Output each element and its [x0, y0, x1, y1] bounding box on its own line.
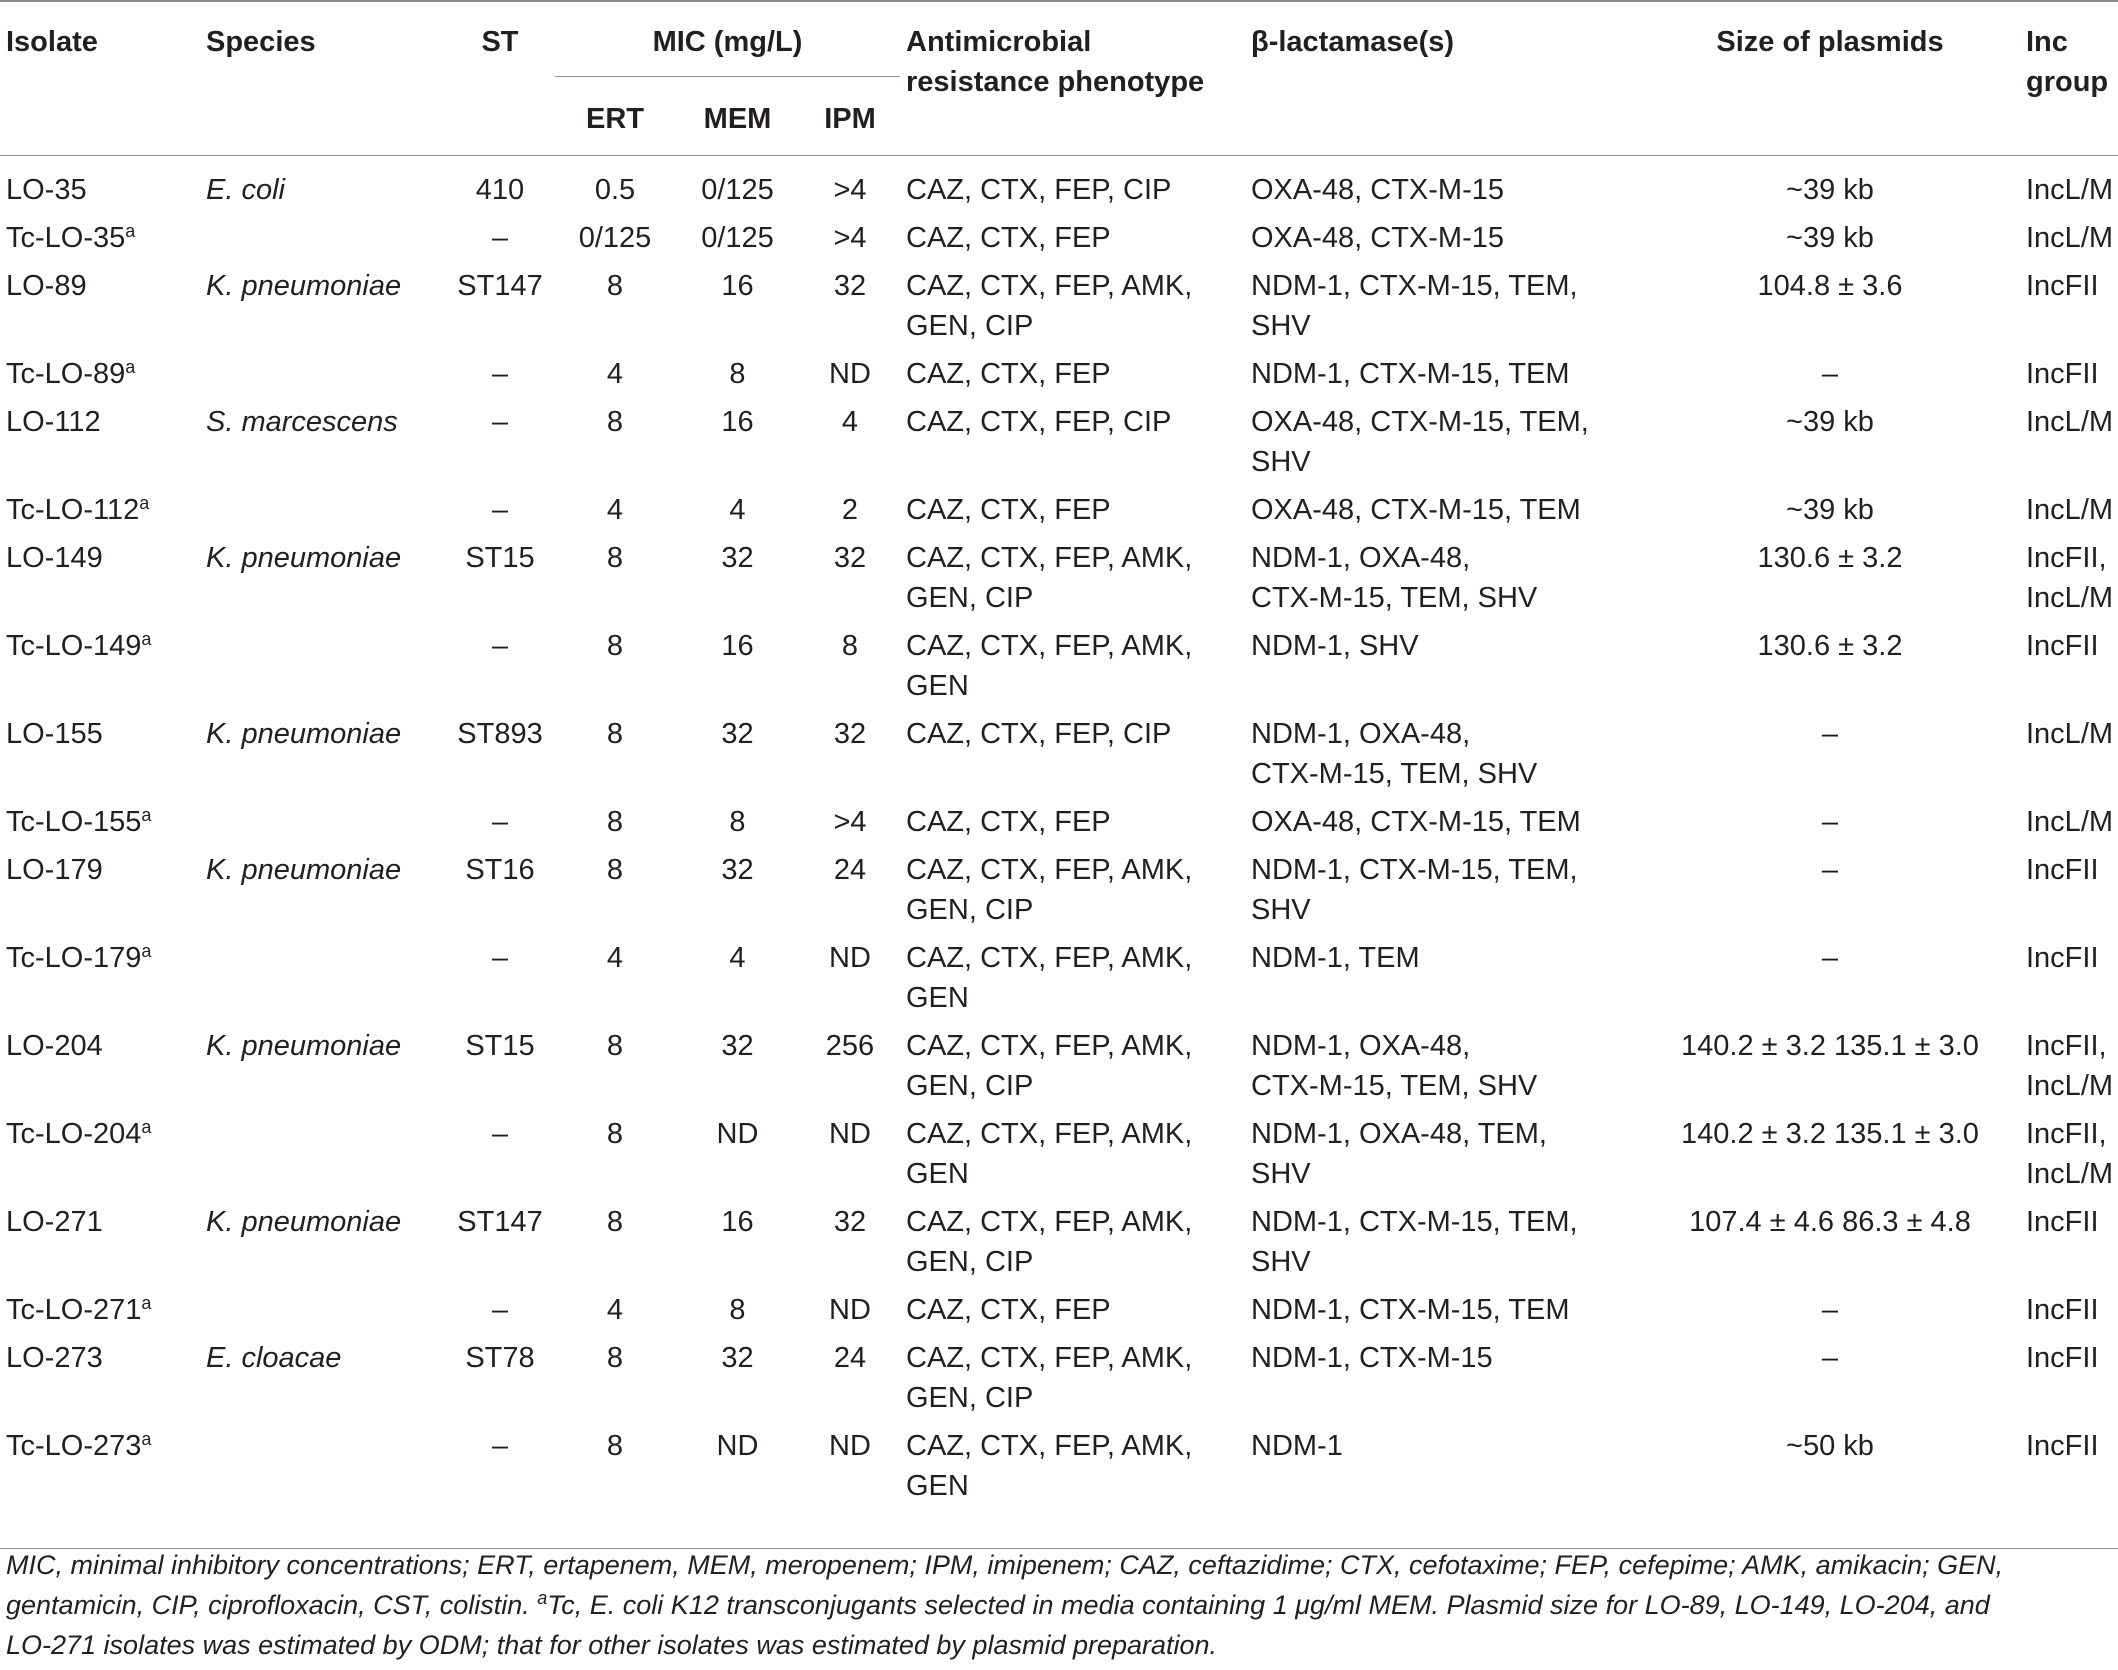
- header-inc-group: Inc group: [2020, 1, 2118, 156]
- footnote-marker: a: [537, 1588, 548, 1608]
- cell-ipm: 32: [833, 270, 867, 302]
- cell-st: ST78: [465, 1342, 535, 1374]
- cell-isolate: Tc-LO-112$^a$: [6, 493, 150, 526]
- cell-st: 410: [475, 174, 525, 206]
- cell-plasmid-size: ~39 kb: [1786, 222, 1874, 254]
- footnote-marker: a: [125, 357, 136, 377]
- cell-blactamase: NDM-1, OXA-48, CTX-M-15, TEM, SHV: [1251, 1030, 1538, 1102]
- footnote-marker: a: [139, 493, 150, 513]
- cell-isolate: LO-155: [6, 718, 103, 750]
- cell-amr: CAZ, CTX, FEP, AMK, GEN: [906, 1118, 1193, 1190]
- cell-ert: 8: [606, 1206, 624, 1238]
- cell-species: [200, 1418, 445, 1506]
- cell-plasmid-size: 104.8 ± 3.6: [1757, 270, 1903, 302]
- cell-ert: 8: [606, 854, 624, 886]
- table-row: [0, 394, 2118, 482]
- cell-st: –: [491, 806, 509, 838]
- footnote-marker: a: [141, 1429, 152, 1449]
- cell-st: –: [491, 942, 509, 974]
- cell-ert: 8: [606, 1430, 624, 1462]
- table-row: [0, 210, 2118, 258]
- cell-ert: 8: [606, 542, 624, 574]
- cell-ipm: 24: [833, 854, 867, 886]
- cell-blactamase: OXA-48, CTX-M-15: [1251, 222, 1504, 254]
- cell-mem: ND: [716, 1430, 759, 1462]
- cell-blactamase: NDM-1, TEM: [1251, 942, 1420, 974]
- cell-ert: 4: [606, 358, 624, 390]
- cell-mem: 4: [729, 494, 746, 526]
- table-row: [0, 482, 2118, 530]
- cell-ert: 4: [606, 494, 624, 526]
- table-row: [0, 1418, 2118, 1506]
- cell-isolate: LO-149: [6, 542, 103, 574]
- cell-plasmid-size: ~39 kb: [1786, 406, 1874, 438]
- cell-blactamase: NDM-1, CTX-M-15, TEM, SHV: [1251, 854, 1578, 926]
- table-row: [0, 1106, 2118, 1194]
- cell-mem: 4: [729, 942, 746, 974]
- cell-blactamase: NDM-1, OXA-48, CTX-M-15, TEM, SHV: [1251, 542, 1538, 614]
- cell-species: K. pneumoniae: [206, 1206, 402, 1238]
- cell-species: K. pneumoniae: [206, 854, 402, 886]
- cell-ipm: >4: [833, 174, 867, 206]
- cell-inc-group: IncFII: [2026, 630, 2099, 662]
- cell-ert: 8: [606, 718, 624, 750]
- cell-inc-group: IncL/M: [2026, 174, 2114, 206]
- cell-mem: 32: [721, 542, 754, 574]
- cell-plasmid-size: 140.2 ± 3.2 135.1 ± 3.0: [1681, 1118, 1979, 1150]
- cell-st: ST16: [465, 854, 535, 886]
- cell-plasmid-size: –: [1821, 358, 1839, 390]
- header-ipm: IPM: [824, 103, 876, 135]
- cell-mem: 32: [721, 718, 754, 750]
- cell-ipm: 4: [841, 406, 859, 438]
- cell-species: [200, 1282, 445, 1330]
- cell-isolate: Tc-LO-35$^a$: [6, 221, 136, 254]
- cell-isolate: Tc-LO-179$^a$: [6, 941, 152, 974]
- cell-species: [200, 482, 445, 530]
- table-body: [0, 156, 2118, 1507]
- cell-plasmid-size: ~39 kb: [1786, 494, 1874, 526]
- cell-amr: CAZ, CTX, FEP: [906, 358, 1111, 390]
- cell-mem: 8: [729, 358, 746, 390]
- cell-ert: 4: [606, 1294, 624, 1326]
- cell-ert: 8: [606, 1030, 624, 1062]
- cell-ipm: ND: [829, 1294, 871, 1326]
- cell-inc-group: IncFII: [2026, 1430, 2099, 1462]
- cell-amr: CAZ, CTX, FEP, CIP: [906, 174, 1172, 206]
- cell-mem: 16: [721, 1206, 754, 1238]
- table-row: [0, 530, 2118, 618]
- header-st: ST: [445, 1, 555, 156]
- cell-blactamase: NDM-1, CTX-M-15, TEM, SHV: [1251, 1206, 1578, 1278]
- cell-mem: 8: [729, 806, 746, 838]
- cell-st: –: [491, 1430, 509, 1462]
- cell-amr: CAZ, CTX, FEP: [906, 222, 1111, 254]
- cell-amr: CAZ, CTX, FEP, AMK, GEN: [906, 1430, 1193, 1502]
- cell-inc-group: IncFII: [2026, 1342, 2099, 1374]
- table-row: [0, 258, 2118, 346]
- cell-mem: 8: [729, 1294, 746, 1326]
- cell-mem: 32: [721, 1342, 754, 1374]
- header-mic: MIC (mg/L): [555, 1, 900, 77]
- cell-species: [200, 210, 445, 258]
- cell-amr: CAZ, CTX, FEP: [906, 494, 1111, 526]
- cell-blactamase: NDM-1, CTX-M-15, TEM, SHV: [1251, 270, 1578, 342]
- cell-amr: CAZ, CTX, FEP: [906, 1294, 1111, 1326]
- cell-st: –: [491, 358, 509, 390]
- table-row: [0, 842, 2118, 930]
- cell-isolate: LO-271: [6, 1206, 103, 1238]
- cell-blactamase: OXA-48, CTX-M-15, TEM: [1251, 806, 1581, 838]
- table-row: [0, 930, 2118, 1018]
- cell-isolate: LO-273: [6, 1342, 103, 1374]
- footnote-line: LO-271 isolates was estimated by ODM; that for other isolates was estimated by plasmid preparation.: [6, 1630, 1218, 1660]
- header-amr: Antimicrobial resistance phenotype: [900, 1, 1245, 156]
- header-isolate: Isolate: [0, 1, 200, 156]
- footnote-line: gentamicin, CIP, ciprofloxacin, CST, colistin. $^a$Tc, E. coli K12 transconjugants selected in media containing 1 μg/ml MEM. Plasmid size for LO-89, LO-149, LO-204, and: [6, 1588, 1990, 1620]
- cell-st: ST147: [457, 1206, 543, 1238]
- table-row: [0, 1194, 2118, 1282]
- cell-blactamase: NDM-1, OXA-48, TEM, SHV: [1251, 1118, 1547, 1190]
- cell-ipm: 32: [833, 718, 867, 750]
- cell-mem: ND: [716, 1118, 759, 1150]
- cell-species: K. pneumoniae: [206, 270, 402, 302]
- cell-st: –: [491, 406, 509, 438]
- cell-ert: 0/125: [578, 222, 652, 254]
- cell-inc-group: IncFII: [2026, 270, 2099, 302]
- cell-inc-group: IncFII, IncL/M: [2026, 1118, 2114, 1190]
- cell-species: [200, 794, 445, 842]
- cell-isolate: LO-112: [6, 406, 101, 438]
- cell-inc-group: IncFII: [2026, 942, 2099, 974]
- cell-ert: 8: [606, 1118, 624, 1150]
- cell-blactamase: NDM-1, SHV: [1251, 630, 1419, 662]
- cell-mem: 0/125: [701, 174, 774, 206]
- cell-ipm: ND: [829, 1430, 871, 1462]
- cell-isolate: Tc-LO-149$^a$: [6, 629, 152, 662]
- cell-st: ST893: [457, 718, 543, 750]
- cell-ert: 8: [606, 1342, 624, 1374]
- cell-ipm: 32: [833, 1206, 867, 1238]
- footnote-marker: a: [141, 805, 152, 825]
- cell-inc-group: IncFII, IncL/M: [2026, 542, 2114, 614]
- cell-ipm: 2: [841, 494, 859, 526]
- cell-ipm: 24: [833, 1342, 867, 1374]
- cell-blactamase: NDM-1: [1251, 1430, 1343, 1462]
- cell-plasmid-size: –: [1821, 1342, 1839, 1374]
- cell-species: [200, 1106, 445, 1194]
- cell-species: E. coli: [206, 174, 285, 206]
- cell-isolate: LO-89: [6, 270, 87, 302]
- cell-inc-group: IncFII, IncL/M: [2026, 1030, 2114, 1102]
- cell-amr: CAZ, CTX, FEP, AMK, GEN, CIP: [906, 542, 1193, 614]
- cell-blactamase: NDM-1, CTX-M-15, TEM: [1251, 1294, 1570, 1326]
- cell-ipm: >4: [833, 806, 867, 838]
- footnote-marker: a: [141, 629, 152, 649]
- footnote-marker: a: [141, 1293, 152, 1313]
- cell-isolate: LO-179: [6, 854, 103, 886]
- cell-ipm: >4: [833, 222, 867, 254]
- cell-isolate: Tc-LO-273$^a$: [6, 1429, 152, 1462]
- cell-amr: CAZ, CTX, FEP, CIP: [906, 718, 1172, 750]
- cell-st: –: [491, 494, 509, 526]
- cell-blactamase: OXA-48, CTX-M-15, TEM: [1251, 494, 1581, 526]
- table-row: [0, 346, 2118, 394]
- cell-amr: CAZ, CTX, FEP: [906, 806, 1111, 838]
- table-row: [0, 794, 2118, 842]
- cell-species: K. pneumoniae: [206, 718, 402, 750]
- table-footnote: [6, 1545, 2106, 1665]
- cell-isolate: LO-35: [6, 174, 87, 206]
- cell-mem: 0/125: [701, 222, 774, 254]
- cell-ipm: ND: [829, 1118, 871, 1150]
- table-row: [0, 1330, 2118, 1418]
- cell-plasmid-size: 140.2 ± 3.2 135.1 ± 3.0: [1681, 1030, 1979, 1062]
- cell-plasmid-size: 130.6 ± 3.2: [1757, 542, 1903, 574]
- cell-inc-group: IncL/M: [2026, 222, 2114, 254]
- footnote-marker: a: [141, 1117, 152, 1137]
- cell-inc-group: IncFII: [2026, 1294, 2099, 1326]
- cell-species: [200, 346, 445, 394]
- cell-plasmid-size: ~50 kb: [1786, 1430, 1874, 1462]
- cell-species: S. marcescens: [206, 406, 398, 438]
- cell-amr: CAZ, CTX, FEP, AMK, GEN, CIP: [906, 270, 1193, 342]
- cell-species: E. cloacae: [206, 1342, 342, 1374]
- cell-blactamase: NDM-1, CTX-M-15: [1251, 1342, 1493, 1374]
- cell-blactamase: OXA-48, CTX-M-15: [1251, 174, 1504, 206]
- cell-ert: 8: [606, 806, 624, 838]
- cell-mem: 16: [721, 630, 754, 662]
- cell-blactamase: OXA-48, CTX-M-15, TEM, SHV: [1251, 406, 1589, 478]
- cell-inc-group: IncFII: [2026, 1206, 2099, 1238]
- cell-plasmid-size: –: [1821, 1294, 1839, 1326]
- cell-ert: 0.5: [594, 174, 636, 206]
- table-row: [0, 706, 2118, 794]
- cell-inc-group: IncL/M: [2026, 806, 2114, 838]
- cell-ipm: ND: [829, 942, 871, 974]
- cell-plasmid-size: –: [1821, 854, 1839, 886]
- header-species: Species: [200, 1, 445, 156]
- cell-plasmid-size: 130.6 ± 3.2: [1757, 630, 1903, 662]
- cell-mem: 16: [721, 270, 754, 302]
- cell-amr: CAZ, CTX, FEP, AMK, GEN, CIP: [906, 1206, 1193, 1278]
- cell-amr: CAZ, CTX, FEP, CIP: [906, 406, 1172, 438]
- table-row: [0, 1018, 2118, 1106]
- cell-st: –: [491, 1118, 509, 1150]
- cell-species: [200, 930, 445, 1018]
- cell-isolate: Tc-LO-155$^a$: [6, 805, 152, 838]
- cell-mem: 32: [721, 854, 754, 886]
- cell-plasmid-size: –: [1821, 806, 1839, 838]
- table-row: [0, 1282, 2118, 1330]
- cell-ipm: 32: [833, 542, 867, 574]
- cell-inc-group: IncFII: [2026, 854, 2099, 886]
- cell-blactamase: NDM-1, OXA-48, CTX-M-15, TEM, SHV: [1251, 718, 1538, 790]
- cell-st: ST15: [465, 1030, 535, 1062]
- footnote-marker: a: [125, 221, 136, 241]
- cell-amr: CAZ, CTX, FEP, AMK, GEN, CIP: [906, 1342, 1193, 1414]
- header-plasmid-size: Size of plasmids: [1640, 1, 2020, 156]
- cell-isolate: Tc-LO-204$^a$: [6, 1117, 152, 1150]
- cell-ert: 8: [606, 630, 624, 662]
- cell-st: –: [491, 630, 509, 662]
- cell-plasmid-size: ~39 kb: [1786, 174, 1874, 206]
- cell-inc-group: IncL/M: [2026, 718, 2114, 750]
- cell-species: K. pneumoniae: [206, 1030, 402, 1062]
- cell-amr: CAZ, CTX, FEP, AMK, GEN, CIP: [906, 854, 1193, 926]
- cell-isolate: Tc-LO-271$^a$: [6, 1293, 152, 1326]
- header-ert: ERT: [586, 103, 644, 135]
- cell-st: –: [491, 222, 509, 254]
- cell-amr: CAZ, CTX, FEP, AMK, GEN, CIP: [906, 1030, 1193, 1102]
- cell-ert: 8: [606, 406, 624, 438]
- cell-ipm: 256: [825, 1030, 875, 1062]
- cell-mem: 32: [721, 1030, 754, 1062]
- cell-species: [200, 618, 445, 706]
- cell-amr: CAZ, CTX, FEP, AMK, GEN: [906, 942, 1193, 1014]
- header-blactamase: β-lactamase(s): [1245, 1, 1640, 156]
- cell-plasmid-size: –: [1821, 718, 1839, 750]
- cell-mem: 16: [721, 406, 754, 438]
- cell-ipm: ND: [829, 358, 871, 390]
- cell-inc-group: IncL/M: [2026, 494, 2114, 526]
- table-row: [0, 618, 2118, 706]
- cell-isolate: Tc-LO-89$^a$: [6, 357, 136, 390]
- cell-st: ST15: [465, 542, 535, 574]
- cell-plasmid-size: 107.4 ± 4.6 86.3 ± 4.8: [1689, 1206, 1971, 1238]
- cell-st: ST147: [457, 270, 543, 302]
- header-mem: MEM: [703, 103, 772, 135]
- footnote-marker: a: [141, 941, 152, 961]
- cell-plasmid-size: –: [1821, 942, 1839, 974]
- cell-st: –: [491, 1294, 509, 1326]
- cell-inc-group: IncL/M: [2026, 406, 2114, 438]
- cell-ert: 4: [606, 942, 624, 974]
- cell-ert: 8: [606, 270, 624, 302]
- cell-inc-group: IncFII: [2026, 358, 2099, 390]
- cell-amr: CAZ, CTX, FEP, AMK, GEN: [906, 630, 1193, 702]
- cell-blactamase: NDM-1, CTX-M-15, TEM: [1251, 358, 1570, 390]
- cell-isolate: LO-204: [6, 1030, 103, 1062]
- table-row: [0, 156, 2118, 211]
- table-header: [0, 1, 2118, 156]
- cell-species: K. pneumoniae: [206, 542, 402, 574]
- cell-ipm: 8: [841, 630, 859, 662]
- footnote-line: MIC, minimal inhibitory concentrations; ERT, ertapenem, MEM, meropenem; IPM, imipenem; CAZ, ceftazidime; CTX, cefotaxime; FEP, cefepime; AMK, amikacin; GEN,: [6, 1550, 2004, 1580]
